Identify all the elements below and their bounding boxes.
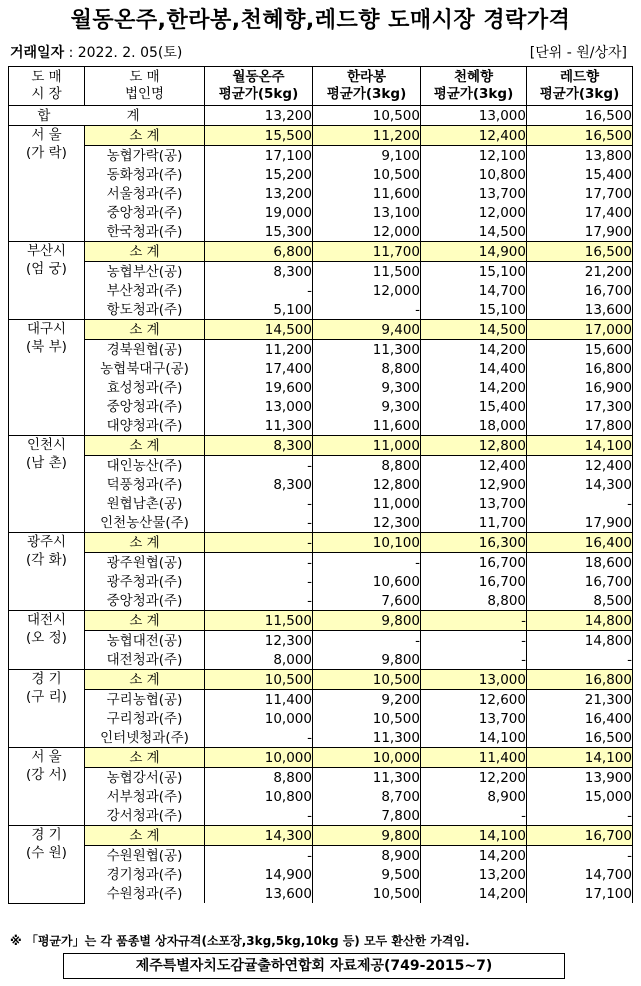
price-cell: 10,000 (205, 748, 313, 768)
trade-date-value: 2022. 2. 05(토) (77, 45, 183, 61)
price-cell: 10,500 (313, 884, 421, 903)
price-cell: 13,000 (205, 397, 313, 416)
price-cell: 17,100 (205, 146, 313, 166)
price-cell: 12,200 (421, 768, 527, 788)
subtotal-label: 소 계 (85, 533, 205, 553)
price-cell: 12,400 (421, 126, 527, 146)
price-cell: - (313, 553, 421, 573)
corp-name: 광주청과(주) (85, 572, 205, 591)
corp-name: 경북원협(공) (85, 340, 205, 360)
trade-date-label: 거래일자 (10, 45, 65, 61)
price-cell: 14,100 (527, 436, 633, 456)
corp-name: 광주원협(공) (85, 553, 205, 573)
price-cell: 16,400 (527, 709, 633, 728)
table-row (9, 768, 633, 788)
subtotal-row (9, 436, 633, 456)
price-cell: 16,900 (527, 378, 633, 397)
price-cell: 16,500 (527, 728, 633, 748)
corp-name: 효성청과(주) (85, 378, 205, 397)
price-cell: 16,500 (527, 126, 633, 146)
price-cell: 14,100 (421, 728, 527, 748)
price-cell: 17,700 (527, 184, 633, 203)
table-row (9, 513, 633, 533)
price-cell: 12,000 (313, 222, 421, 242)
table-row (9, 494, 633, 513)
total-value: 13,000 (421, 106, 527, 126)
price-cell: - (205, 281, 313, 300)
price-cell: 18,600 (527, 553, 633, 573)
price-cell: 12,400 (421, 456, 527, 476)
price-cell: - (205, 846, 313, 866)
price-cell: 14,200 (421, 378, 527, 397)
subtotal-row (9, 126, 633, 146)
price-cell: - (205, 494, 313, 513)
subtotal-row (9, 320, 633, 340)
price-cell: 15,100 (421, 262, 527, 282)
price-cell: 14,900 (205, 865, 313, 884)
price-cell: - (205, 591, 313, 611)
corp-name: 농협부산(공) (85, 262, 205, 282)
price-cell: 8,700 (313, 787, 421, 806)
price-cell: 14,100 (421, 826, 527, 846)
corp-name: 농협대전(공) (85, 631, 205, 651)
price-cell: 13,100 (313, 203, 421, 222)
total-value: 10,500 (313, 106, 421, 126)
unit-label: [단위 - 원/상자] (529, 45, 627, 61)
price-cell: 17,900 (527, 222, 633, 242)
price-cell: 14,500 (421, 320, 527, 340)
price-cell: 5,100 (205, 300, 313, 320)
price-cell: 8,300 (205, 475, 313, 494)
price-cell: 10,500 (313, 709, 421, 728)
table-row (9, 203, 633, 222)
table-row (9, 359, 633, 378)
price-cell: - (205, 533, 313, 553)
table-row (9, 397, 633, 416)
price-cell: 9,200 (313, 690, 421, 710)
price-cell: 11,400 (421, 748, 527, 768)
table-row (9, 787, 633, 806)
price-cell: 11,300 (313, 728, 421, 748)
price-cell: 11,200 (205, 340, 313, 360)
table-row (9, 690, 633, 710)
price-cell: 17,400 (527, 203, 633, 222)
price-cell: 13,600 (527, 300, 633, 320)
corp-name: 농협강서(공) (85, 768, 205, 788)
corp-name: 덕풍청과(주) (85, 475, 205, 494)
price-cell: 12,300 (313, 513, 421, 533)
price-cell: - (313, 631, 421, 651)
price-cell: 8,800 (421, 591, 527, 611)
table-row (9, 846, 633, 866)
price-cell: 13,000 (421, 670, 527, 690)
price-cell: 13,700 (421, 709, 527, 728)
corp-name: 강서청과(주) (85, 806, 205, 826)
price-cell: 13,600 (205, 884, 313, 903)
price-cell: 15,300 (205, 222, 313, 242)
price-cell: 19,600 (205, 378, 313, 397)
corp-name: 농협북대구(공) (85, 359, 205, 378)
price-cell: 9,800 (313, 826, 421, 846)
total-row (9, 106, 633, 126)
subtotal-label: 소 계 (85, 320, 205, 340)
subtotal-label: 소 계 (85, 611, 205, 631)
price-cell: 11,600 (313, 184, 421, 203)
price-cell: 16,700 (527, 281, 633, 300)
header-market: 도 매 시 장 (9, 67, 85, 106)
price-cell: 21,200 (527, 262, 633, 282)
header-price-2: 천혜향 평균가(3kg) (421, 67, 527, 106)
corp-name: 구리청과(주) (85, 709, 205, 728)
subtotal-row (9, 611, 633, 631)
price-cell: 11,500 (313, 262, 421, 282)
price-cell: 9,800 (313, 611, 421, 631)
corp-name: 경기청과(주) (85, 865, 205, 884)
price-table (8, 66, 633, 904)
price-cell: 14,200 (421, 884, 527, 903)
price-cell: 8,900 (421, 787, 527, 806)
table-row (9, 281, 633, 300)
market-name: 대전시 (오 정) (9, 611, 85, 670)
price-cell: 16,700 (527, 826, 633, 846)
corp-name: 중앙청과(주) (85, 397, 205, 416)
price-cell: 10,800 (421, 165, 527, 184)
subtotal-row (9, 670, 633, 690)
subtotal-row (9, 533, 633, 553)
header-price-0: 월동온주 평균가(5kg) (205, 67, 313, 106)
subtotal-row (9, 748, 633, 768)
trade-date: 거래일자 : 2022. 2. 05(토) (10, 45, 183, 61)
table-row (9, 806, 633, 826)
price-cell: 7,600 (313, 591, 421, 611)
corp-name: 한국청과(주) (85, 222, 205, 242)
table-row (9, 884, 633, 903)
footnote: ※ 「평균가」는 각 품종별 상자규격(소포장,3kg,5kg,10kg 등) 모두 환산한 가격임. (10, 934, 470, 948)
market-name: 경 기 (수 원) (9, 826, 85, 904)
price-cell: 15,500 (205, 126, 313, 146)
corp-name: 대양청과(주) (85, 416, 205, 436)
table-row (9, 340, 633, 360)
price-cell: 12,900 (421, 475, 527, 494)
price-cell: 10,500 (205, 670, 313, 690)
price-cell: 9,400 (313, 320, 421, 340)
price-cell: 17,800 (527, 416, 633, 436)
corp-name: 수원청과(주) (85, 884, 205, 903)
price-cell: 14,800 (527, 631, 633, 651)
table-row (9, 553, 633, 573)
price-cell: 11,500 (205, 611, 313, 631)
price-cell: 16,800 (527, 670, 633, 690)
price-cell: 12,300 (205, 631, 313, 651)
price-cell: 17,300 (527, 397, 633, 416)
table-row (9, 631, 633, 651)
corp-name: 구리농협(공) (85, 690, 205, 710)
corp-name: 서울청과(주) (85, 184, 205, 203)
total-value: 16,500 (527, 106, 633, 126)
corp-name: 서부청과(주) (85, 787, 205, 806)
price-cell: 9,800 (313, 650, 421, 670)
price-cell: 11,300 (205, 416, 313, 436)
price-cell: 8,800 (313, 456, 421, 476)
price-cell: - (527, 846, 633, 866)
price-cell: 9,300 (313, 397, 421, 416)
price-cell: - (205, 553, 313, 573)
price-cell: - (527, 806, 633, 826)
price-cell: 11,700 (313, 242, 421, 262)
table-row (9, 262, 633, 282)
corp-name: 중앙청과(주) (85, 203, 205, 222)
table-row (9, 416, 633, 436)
price-cell: 7,800 (313, 806, 421, 826)
price-cell: 17,000 (527, 320, 633, 340)
price-cell: - (527, 494, 633, 513)
price-cell: 9,100 (313, 146, 421, 166)
price-cell: 12,800 (313, 475, 421, 494)
subtotal-label: 소 계 (85, 126, 205, 146)
price-cell: 15,000 (527, 787, 633, 806)
price-cell: - (205, 806, 313, 826)
corp-name: 항도청과(주) (85, 300, 205, 320)
header-row (9, 67, 633, 106)
price-cell: 10,000 (313, 748, 421, 768)
corp-name: 대전청과(주) (85, 650, 205, 670)
price-cell: 17,100 (527, 884, 633, 903)
price-cell: 14,300 (527, 475, 633, 494)
table-row (9, 165, 633, 184)
price-cell: 11,200 (313, 126, 421, 146)
price-cell: 14,900 (421, 242, 527, 262)
price-cell: 16,800 (527, 359, 633, 378)
header-corp: 도 매 법인명 (85, 67, 205, 106)
price-cell: - (205, 728, 313, 748)
price-cell: 18,000 (421, 416, 527, 436)
table-row (9, 650, 633, 670)
price-cell: 14,500 (205, 320, 313, 340)
price-cell: 12,400 (527, 456, 633, 476)
price-cell: 9,500 (313, 865, 421, 884)
subtotal-label: 소 계 (85, 670, 205, 690)
price-cell: 10,500 (313, 165, 421, 184)
price-cell: 8,800 (205, 768, 313, 788)
price-cell: 14,200 (421, 846, 527, 866)
price-cell: 11,000 (313, 436, 421, 456)
price-cell: 10,600 (313, 572, 421, 591)
table-row (9, 591, 633, 611)
price-cell: 19,000 (205, 203, 313, 222)
price-cell: 13,700 (421, 494, 527, 513)
price-cell: 17,900 (527, 513, 633, 533)
price-cell: 8,000 (205, 650, 313, 670)
price-cell: 12,600 (421, 690, 527, 710)
price-cell: - (205, 513, 313, 533)
corp-name: 부산청과(주) (85, 281, 205, 300)
table-row (9, 572, 633, 591)
page-title: 월동온주,한라봉,천혜향,레드향 도매시장 경락가격 (70, 8, 571, 33)
price-cell: 12,800 (421, 436, 527, 456)
price-cell: - (421, 631, 527, 651)
table-row (9, 378, 633, 397)
price-cell: 14,700 (527, 865, 633, 884)
subtotal-row (9, 242, 633, 262)
price-cell: 12,000 (313, 281, 421, 300)
price-cell: 16,400 (527, 533, 633, 553)
corp-name: 수원원협(공) (85, 846, 205, 866)
price-cell: 9,300 (313, 378, 421, 397)
subtotal-label: 소 계 (85, 242, 205, 262)
price-cell: - (313, 300, 421, 320)
price-cell: 15,400 (527, 165, 633, 184)
price-cell: - (421, 611, 527, 631)
price-cell: 14,800 (527, 611, 633, 631)
price-cell: 14,200 (421, 340, 527, 360)
price-cell: 11,400 (205, 690, 313, 710)
price-cell: 8,500 (527, 591, 633, 611)
price-cell: 13,800 (527, 146, 633, 166)
price-cell: 11,700 (421, 513, 527, 533)
price-cell: 14,500 (421, 222, 527, 242)
price-cell: 14,400 (421, 359, 527, 378)
price-cell: - (205, 456, 313, 476)
corp-name: 원협남촌(공) (85, 494, 205, 513)
price-cell: 8,300 (205, 262, 313, 282)
price-cell: 16,300 (421, 533, 527, 553)
table-row (9, 300, 633, 320)
price-cell: 10,500 (313, 670, 421, 690)
table-row (9, 709, 633, 728)
price-cell: 11,000 (313, 494, 421, 513)
market-name: 부산시 (엄 궁) (9, 242, 85, 320)
corp-name: 농협가락(공) (85, 146, 205, 166)
price-cell: 16,700 (421, 572, 527, 591)
price-cell: 17,400 (205, 359, 313, 378)
price-cell: 15,100 (421, 300, 527, 320)
price-cell: 8,300 (205, 436, 313, 456)
price-cell: 10,100 (313, 533, 421, 553)
price-cell: 14,100 (527, 748, 633, 768)
subtotal-label: 소 계 (85, 826, 205, 846)
market-name: 서 울 (강 서) (9, 748, 85, 826)
market-name: 인천시 (남 촌) (9, 436, 85, 533)
subtotal-row (9, 826, 633, 846)
source-credit: 제주특별자치도감귤출하연합회 자료제공(749-2015~7) (63, 953, 565, 979)
price-cell: 14,700 (421, 281, 527, 300)
price-cell: 21,300 (527, 690, 633, 710)
header-price-1: 한라봉 평균가(3kg) (313, 67, 421, 106)
price-cell: 13,200 (205, 184, 313, 203)
market-name: 서 울 (가 락) (9, 126, 85, 242)
price-cell: 12,100 (421, 146, 527, 166)
price-cell: - (421, 650, 527, 670)
corp-name: 인터넷청과(주) (85, 728, 205, 748)
price-cell: 11,300 (313, 768, 421, 788)
table-row (9, 728, 633, 748)
price-cell: 16,700 (527, 572, 633, 591)
table-row (9, 146, 633, 166)
price-cell: 15,600 (527, 340, 633, 360)
price-cell: 10,000 (205, 709, 313, 728)
table-row (9, 865, 633, 884)
subtotal-label: 소 계 (85, 748, 205, 768)
total-value: 13,200 (205, 106, 313, 126)
price-cell: 8,900 (313, 846, 421, 866)
market-name: 광주시 (각 화) (9, 533, 85, 611)
price-cell: 13,900 (527, 768, 633, 788)
corp-name: 대인농산(주) (85, 456, 205, 476)
price-cell: 13,700 (421, 184, 527, 203)
table-row (9, 475, 633, 494)
table-row (9, 456, 633, 476)
market-name: 대구시 (북 부) (9, 320, 85, 436)
price-cell: 6,800 (205, 242, 313, 262)
price-cell: 10,800 (205, 787, 313, 806)
price-cell: 16,500 (527, 242, 633, 262)
price-cell: 12,000 (421, 203, 527, 222)
price-cell: - (527, 650, 633, 670)
price-cell: - (421, 806, 527, 826)
table-row (9, 184, 633, 203)
corp-name: 중앙청과(주) (85, 591, 205, 611)
price-cell: 8,800 (313, 359, 421, 378)
price-cell: 13,200 (421, 865, 527, 884)
corp-name: 동화청과(주) (85, 165, 205, 184)
price-cell: 15,200 (205, 165, 313, 184)
price-cell: 16,700 (421, 553, 527, 573)
table-row (9, 222, 633, 242)
price-cell: 15,400 (421, 397, 527, 416)
subtotal-label: 소 계 (85, 436, 205, 456)
price-cell: 11,300 (313, 340, 421, 360)
price-cell: - (205, 572, 313, 591)
total-label: 합 계 (9, 106, 205, 126)
corp-name: 인천농산물(주) (85, 513, 205, 533)
price-cell: 11,600 (313, 416, 421, 436)
price-cell: 14,300 (205, 826, 313, 846)
header-price-3: 레드향 평균가(3kg) (527, 67, 633, 106)
market-name: 경 기 (구 리) (9, 670, 85, 748)
